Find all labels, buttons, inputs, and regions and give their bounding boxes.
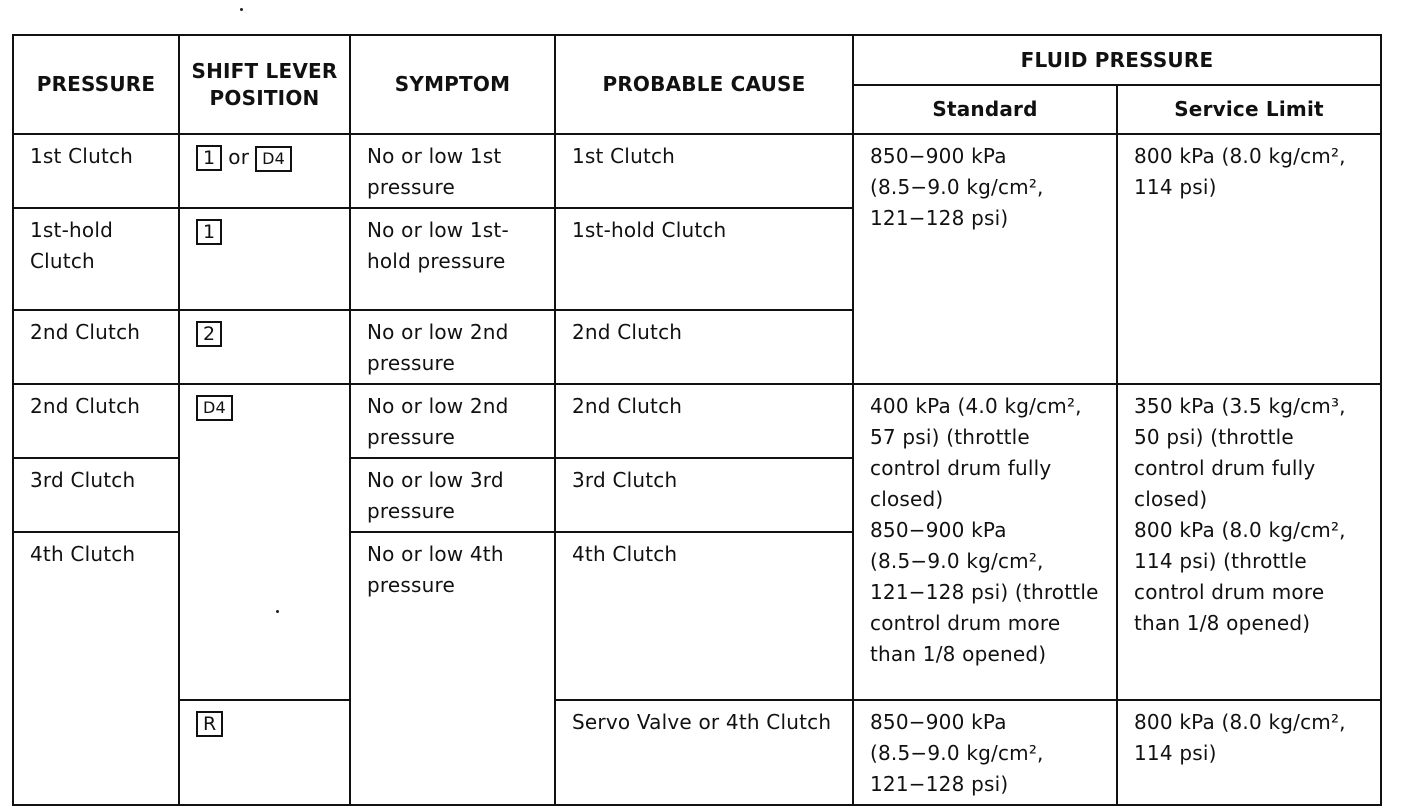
pressure-cell: 2nd Clutch [13,310,179,384]
shift-position-box: 1 [196,219,222,245]
standard-pressure-cell: 850−900 kPa (8.5−9.0 kg/cm², 121−128 psi) [853,134,1117,384]
service-limit-opened: 800 kPa (8.0 kg/cm², 114 psi) (throttle control drum more than 1/8 opened) [1134,518,1346,635]
header-shift-lever-position: SHIFT LEVER POSITION [179,35,350,134]
table-row [13,134,1381,208]
shift-position-box: 1 [196,145,222,171]
pressure-cell: 1st Clutch [13,134,179,208]
header-standard: Standard [853,85,1117,134]
header-service-limit: Service Limit [1117,85,1381,134]
scan-speck [276,610,279,613]
shift-position-box: D4 [196,395,233,421]
symptom-cell: No or low 2nd pressure [350,384,555,458]
or-text: or [228,145,250,169]
probable-cause-cell: 3rd Clutch [555,458,853,532]
table-row [13,384,1381,458]
shift-lever-cell [179,208,350,310]
symptom-cell: No or low 4th pressure [350,532,555,805]
probable-cause-cell: 4th Clutch [555,532,853,700]
probable-cause-cell: Servo Valve or 4th Clutch [555,700,853,805]
pressure-cell: 4th Clutch [13,532,179,805]
table-row [13,700,1381,805]
symptom-cell: No or low 2nd pressure [350,310,555,384]
shift-lever-cell [179,134,350,208]
shift-position-box: D4 [255,146,292,172]
standard-pressure-opened: 850−900 kPa (8.5−9.0 kg/cm², 121−128 psi) (throttle control drum more than 1/8 opened) [870,518,1099,666]
service-limit-cell: 800 kPa (8.0 kg/cm², 114 psi) [1117,700,1381,805]
pressure-cell: 2nd Clutch [13,384,179,458]
symptom-cell: No or low 3rd pressure [350,458,555,532]
header-pressure: PRESSURE [13,35,179,134]
probable-cause-cell: 1st Clutch [555,134,853,208]
header-probable-cause: PROBABLE CAUSE [555,35,853,134]
header-symptom: SYMPTOM [350,35,555,134]
pressure-cell: 1st-hold Clutch [13,208,179,310]
symptom-cell: No or low 1st-hold pressure [350,208,555,310]
shift-lever-cell [179,384,350,700]
header-fluid-pressure: FLUID PRESSURE [853,35,1381,85]
shift-lever-cell [179,700,350,805]
standard-pressure-cell [853,384,1117,700]
service-limit-closed: 350 kPa (3.5 kg/cm³, 50 psi) (throttle control drum fully closed) [1134,394,1346,511]
shift-position-box: 2 [196,321,222,347]
pressure-cell: 3rd Clutch [13,458,179,532]
standard-pressure-closed: 400 kPa (4.0 kg/cm², 57 psi) (throttle control drum fully closed) [870,394,1082,511]
probable-cause-cell: 1st-hold Clutch [555,208,853,310]
standard-pressure-cell: 850−900 kPa (8.5−9.0 kg/cm², 121−128 psi) [853,700,1117,805]
shift-lever-cell [179,310,350,384]
fluid-pressure-table [12,34,1382,806]
symptom-cell: No or low 1st pressure [350,134,555,208]
scan-speck [240,8,243,11]
probable-cause-cell: 2nd Clutch [555,310,853,384]
service-limit-cell: 800 kPa (8.0 kg/cm², 114 psi) [1117,134,1381,384]
probable-cause-cell: 2nd Clutch [555,384,853,458]
shift-position-box: R [196,711,223,737]
service-limit-cell [1117,384,1381,700]
